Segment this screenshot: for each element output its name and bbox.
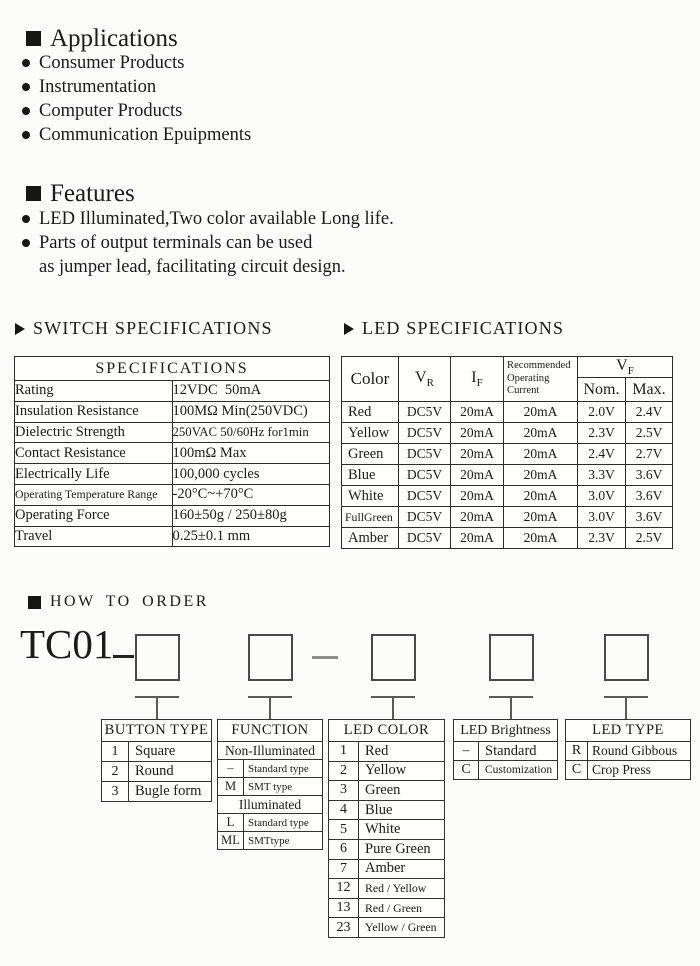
led-vr-value: DC5V — [399, 486, 451, 507]
table-row — [566, 760, 690, 779]
label-cell: Round Gibbous — [592, 743, 678, 758]
code-cell: 3 — [102, 782, 129, 801]
vr-symbol: V — [415, 369, 427, 386]
table-row — [329, 839, 444, 859]
list-item-text: Instrumentation — [39, 76, 157, 97]
square-bullet-icon — [28, 596, 41, 609]
table-row — [15, 401, 330, 422]
applications-title: Applications — [50, 25, 178, 52]
led-rec-value: 20mA — [504, 402, 578, 423]
square-bullet-icon — [26, 31, 41, 46]
switch-specifications-table — [14, 356, 330, 547]
spec-value: 160±50g / 250±80g — [172, 505, 330, 526]
connector-line — [248, 696, 292, 720]
label-cell: Crop Press — [592, 762, 651, 777]
list-item — [22, 51, 251, 75]
label-cell: Amber — [365, 860, 406, 877]
table-row — [342, 465, 673, 486]
table-row — [218, 831, 322, 849]
led-color-name: Red — [342, 402, 399, 423]
list-item — [22, 75, 251, 99]
led-if-value: 20mA — [451, 507, 504, 528]
table-row — [342, 528, 673, 549]
table-header-row — [15, 357, 330, 381]
switch-specifications-title: SWITCH SPECIFICATIONS — [33, 318, 273, 338]
order-code-prefix: TC01 — [20, 621, 114, 667]
led-if-value: 20mA — [451, 486, 504, 507]
table-row — [329, 800, 444, 820]
order-digit-box-3 — [371, 634, 416, 681]
square-bullet-icon — [26, 186, 41, 201]
led-color-name: FullGreen — [342, 507, 399, 528]
label-cell: Red — [365, 742, 389, 759]
spec-value: 100,000 cycles — [172, 464, 330, 485]
code-cell: 4 — [329, 801, 359, 820]
led-max-value: 3.6V — [626, 486, 673, 507]
triangle-bullet-icon — [15, 323, 25, 335]
led-max-value: 2.5V — [626, 423, 673, 444]
label-cell: Bugle form — [135, 783, 202, 799]
table-row — [329, 780, 444, 800]
led-nom-value: 2.3V — [578, 423, 626, 444]
list-item-text: LED Illuminated,Two color available Long life. — [39, 208, 394, 229]
code-cell: 12 — [329, 879, 359, 898]
code-cell: – — [454, 742, 479, 760]
spec-value: 12VDC 50mA — [172, 381, 330, 402]
code-cell: L — [218, 814, 244, 831]
led-color-table — [328, 719, 445, 938]
table-title: LED Brightness — [460, 722, 551, 738]
code-cell: 2 — [329, 762, 359, 781]
table-row — [342, 423, 673, 444]
table-row — [102, 741, 211, 761]
order-digit-box-1 — [135, 634, 180, 681]
label-cell: Red / Green — [365, 900, 422, 915]
list-item — [22, 231, 394, 255]
function-table — [217, 719, 323, 850]
list-item — [22, 123, 251, 147]
code-cell: 2 — [102, 762, 129, 781]
table-row — [15, 443, 330, 464]
connector-line — [371, 696, 415, 720]
list-item — [22, 99, 251, 123]
column-header-vf — [578, 357, 673, 378]
led-specifications-title: LED SPECIFICATIONS — [362, 318, 565, 338]
led-color-name: Yellow — [342, 423, 399, 444]
code-cell: 1 — [329, 742, 359, 761]
table-row — [454, 760, 557, 779]
led-if-value: 20mA — [451, 402, 504, 423]
group-row-non-illuminated: Non-Illuminated — [218, 741, 322, 759]
led-vr-value: DC5V — [399, 465, 451, 486]
code-cell: C — [454, 761, 479, 779]
table-row — [329, 917, 444, 937]
led-color-name: Green — [342, 444, 399, 465]
code-cell: M — [218, 778, 244, 795]
label-cell: Pure Green — [365, 840, 431, 857]
led-color-name: Blue — [342, 465, 399, 486]
table-row — [15, 422, 330, 443]
features-list — [22, 207, 394, 279]
bullet-dot-icon — [22, 131, 30, 139]
rec-line: Recommended — [507, 360, 571, 372]
connector-line — [604, 696, 648, 720]
table-row — [329, 859, 444, 879]
order-digit-box-5 — [604, 634, 649, 681]
led-color-name: Amber — [342, 528, 399, 549]
vr-subscript: R — [426, 377, 434, 390]
bullet-dot-icon — [22, 83, 30, 91]
led-vr-value: DC5V — [399, 444, 451, 465]
column-header-recommended-current — [504, 357, 578, 402]
led-nom-value: 3.0V — [578, 486, 626, 507]
code-cell: ML — [218, 832, 244, 849]
switch-specifications-heading — [15, 318, 273, 339]
group-row-illuminated: Illuminated — [218, 795, 322, 813]
code-cell: 5 — [329, 820, 359, 839]
led-brightness-table — [453, 719, 558, 780]
led-if-value: 20mA — [451, 423, 504, 444]
code-cell: 7 — [329, 860, 359, 879]
table-row — [329, 761, 444, 781]
applications-heading — [26, 26, 178, 51]
led-max-value: 2.5V — [626, 528, 673, 549]
spec-value: -20°C~+70°C — [172, 484, 330, 505]
spec-label: Rating — [15, 381, 173, 402]
led-if-value: 20mA — [451, 444, 504, 465]
table-row — [15, 464, 330, 485]
code-cell: 1 — [102, 742, 129, 761]
applications-list — [22, 51, 251, 147]
table-row — [218, 759, 322, 777]
features-heading — [26, 181, 135, 206]
if-symbol: I — [471, 369, 477, 386]
table-row — [102, 781, 211, 801]
table-title: BUTTON TYPE — [104, 722, 209, 738]
led-rec-value: 20mA — [504, 507, 578, 528]
column-header-nom: Nom. — [578, 378, 626, 402]
rec-line: Operating — [507, 372, 550, 384]
led-vr-value: DC5V — [399, 507, 451, 528]
table-row — [566, 741, 690, 760]
table-row — [329, 898, 444, 918]
code-cell: 23 — [329, 918, 359, 937]
features-title: Features — [50, 180, 135, 207]
bullet-dot-icon — [22, 59, 30, 67]
spec-label: Travel — [15, 526, 173, 547]
led-max-value: 2.4V — [626, 402, 673, 423]
spec-value: 100mΩ Max — [172, 443, 330, 464]
list-item-text: Communication Epuipments — [39, 124, 252, 145]
table-row — [329, 741, 444, 761]
table-row — [342, 402, 673, 423]
table-row — [342, 444, 673, 465]
table-row — [342, 507, 673, 528]
led-nom-value: 2.4V — [578, 444, 626, 465]
if-subscript: F — [476, 377, 483, 390]
code-cell: – — [218, 760, 244, 777]
column-header-if — [451, 357, 504, 402]
how-to-order-title: HOW TO ORDER — [50, 593, 209, 610]
code-cell: R — [566, 742, 588, 760]
table-row — [218, 813, 322, 831]
led-color-name: White — [342, 486, 399, 507]
label-cell: Square — [135, 743, 176, 759]
bullet-dot-icon — [22, 215, 30, 223]
led-nom-value: 2.3V — [578, 528, 626, 549]
led-rec-value: 20mA — [504, 444, 578, 465]
table-title: SPECIFICATIONS — [15, 357, 330, 381]
led-if-value: 20mA — [451, 465, 504, 486]
list-item-text: as jumper lead, facilitating circuit design. — [39, 256, 346, 277]
led-rec-value: 20mA — [504, 528, 578, 549]
table-row — [15, 381, 330, 402]
table-header-row — [342, 357, 673, 378]
table-title: FUNCTION — [231, 722, 309, 738]
order-digit-box-4 — [489, 634, 534, 681]
connector-line — [489, 696, 533, 720]
table-row — [329, 819, 444, 839]
led-max-value: 3.6V — [626, 465, 673, 486]
label-cell: Standard type — [248, 762, 309, 775]
list-item-text: Consumer Products — [39, 52, 185, 73]
led-rec-value: 20mA — [504, 486, 578, 507]
led-nom-value: 3.3V — [578, 465, 626, 486]
spec-label: Electrically Life — [15, 464, 173, 485]
code-cell: C — [566, 761, 588, 779]
column-header-vr — [399, 357, 451, 402]
triangle-bullet-icon — [344, 323, 354, 335]
label-cell: Yellow / Green — [365, 920, 437, 935]
connector-line — [135, 696, 179, 720]
how-to-order-heading — [28, 594, 209, 610]
led-vr-value: DC5V — [399, 528, 451, 549]
bullet-dot-icon — [22, 239, 30, 247]
led-rec-value: 20mA — [504, 465, 578, 486]
led-type-table — [565, 719, 691, 780]
button-type-table — [101, 719, 212, 802]
column-header-color: Color — [342, 357, 399, 402]
led-specifications-table — [341, 356, 673, 549]
led-nom-value: 3.0V — [578, 507, 626, 528]
spec-value: 100MΩ Min(250VDC) — [172, 401, 330, 422]
spec-label: Insulation Resistance — [15, 401, 173, 422]
table-row — [342, 486, 673, 507]
label-cell: Blue — [365, 801, 393, 818]
table-row — [329, 878, 444, 898]
table-row — [454, 741, 557, 760]
table-row — [102, 761, 211, 781]
led-nom-value: 2.0V — [578, 402, 626, 423]
led-max-value: 2.7V — [626, 444, 673, 465]
code-cell: 13 — [329, 899, 359, 918]
bullet-dot-icon — [22, 107, 30, 115]
led-vr-value: DC5V — [399, 423, 451, 444]
list-item — [22, 207, 394, 231]
order-code-dash — [113, 655, 134, 658]
label-cell: SMTtype — [248, 834, 290, 847]
list-item-continuation — [22, 255, 394, 279]
spec-value: 250VAC 50/60Hz for1min — [172, 422, 330, 443]
table-row — [15, 505, 330, 526]
table-title: LED COLOR — [343, 722, 430, 738]
order-digit-box-2 — [248, 634, 293, 681]
table-row — [218, 777, 322, 795]
label-cell: Red / Yellow — [365, 880, 427, 895]
label-cell: SMT type — [248, 780, 293, 793]
column-header-max: Max. — [626, 378, 673, 402]
spec-label: Operating Force — [15, 505, 173, 526]
label-cell: Round — [135, 763, 174, 779]
label-cell: Yellow — [365, 762, 407, 779]
list-item-text: Computer Products — [39, 100, 183, 121]
order-separator-dash — [312, 656, 338, 659]
label-cell: Standard type — [248, 816, 309, 829]
led-if-value: 20mA — [451, 528, 504, 549]
vf-symbol: V — [616, 357, 628, 374]
rec-line: Current — [507, 385, 540, 397]
label-cell: Customization — [485, 764, 553, 776]
table-title: LED TYPE — [592, 722, 664, 738]
table-row — [15, 526, 330, 547]
table-row — [15, 484, 330, 505]
spec-label: Dielectric Strength — [15, 422, 173, 443]
code-cell: 3 — [329, 781, 359, 800]
label-cell: Standard — [485, 742, 537, 759]
label-cell: Green — [365, 781, 401, 798]
code-cell: 6 — [329, 840, 359, 859]
led-max-value: 3.6V — [626, 507, 673, 528]
spec-value: 0.25±0.1 mm — [172, 526, 330, 547]
list-item-text: Parts of output terminals can be used — [39, 232, 313, 253]
label-cell: White — [365, 821, 401, 838]
led-rec-value: 20mA — [504, 423, 578, 444]
vf-subscript: F — [627, 365, 634, 378]
spec-label: Operating Temperature Range — [15, 484, 173, 505]
led-specifications-heading — [344, 318, 564, 339]
spec-label: Contact Resistance — [15, 443, 173, 464]
led-vr-value: DC5V — [399, 402, 451, 423]
